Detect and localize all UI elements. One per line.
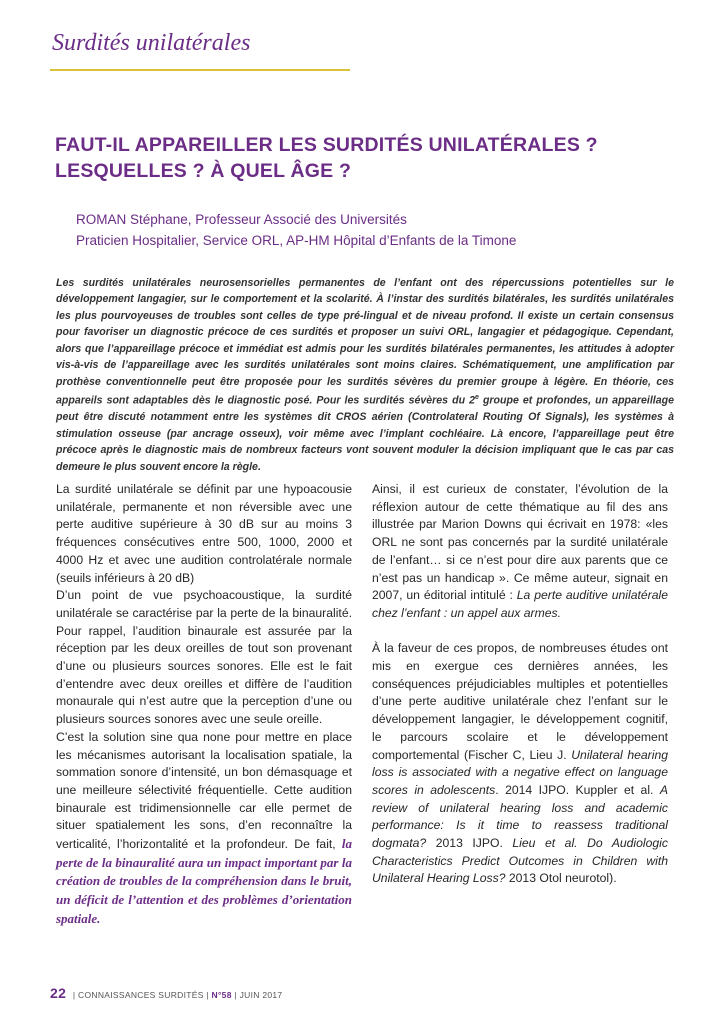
page-footer: [50, 985, 282, 1001]
right-paragraph-2: [372, 640, 668, 888]
right-paragraph-2-text-c: 2013 IJPO.: [426, 836, 513, 851]
issue-number: N°58: [211, 990, 232, 1000]
reference-title-3: Lieu et al. Do Audiologic Characteristics Predict Outcomes in Children with Unilateral Hearing Loss?: [372, 836, 668, 886]
reference-title-2: A review of unilateral hearing loss and academic performance: Is it time to reassess traditional dogmata?: [372, 782, 668, 851]
left-paragraph-3-text: C’est la solution sine qua none pour mettre en place les mécanismes autorisant la localisation spatiale, la sommation sonore d’intensité, un bon démasquage et une meilleure sélectivité fréquentielle. Cette audition binaurale est tridimensionnelle car elle permet de situer spatialement les sons, d’en reconnaître la verticalité, l’horizontalité et la profondeur. De fait,: [56, 729, 352, 852]
right-paragraph-1-text: Ainsi, il est curieux de constater, l’évolution de la réflexion autour de cette thématique au fil des ans illustrée par Marion Downs qui écrivait en 1978: «les ORL ne sont pas concernés par la surdité unilatérale de l’enfant… si ce n’est pour dire aux parents que ce n’est pas un handicap ». Ce même auteur, signait en 2007, un éditorial intitulé :: [372, 482, 668, 603]
right-column: [372, 481, 668, 888]
footer-separator: |: [72, 990, 76, 1000]
page-number: 22: [50, 985, 67, 1001]
editorial-title: La perte auditive unilatérale chez l’enfant : un appel aux armes.: [372, 588, 668, 620]
article-title: [55, 132, 675, 184]
author-block: [76, 209, 676, 251]
issue-date: JUIN 2017: [239, 990, 283, 1000]
footer-separator: |: [206, 990, 209, 1000]
author-line-1: ROMAN Stéphane, Professeur Associé des Universités: [76, 212, 407, 227]
journal-name: CONNAISSANCES SURDITÉS: [78, 990, 204, 1000]
left-paragraph-1: La surdité unilatérale se définit par une hypoacousie unilatérale, permanente et non réversible avec une perte auditive supérieure à 30 dB sur au moins 3 fréquences consécutives entre 500, 1000, 2000 et 4000 Hz et avec une audition controlatérale normale (seuils inférieurs à 20 dB): [56, 482, 352, 585]
left-paragraph-2: D’un point de vue psychoacoustique, la surdité unilatérale se caractérise par la perte de la binauralité. Pour rappel, l’audition binaurale est assurée par la réception par les deux oreilles de tout son provenant d’une ou plusieurs sources sonores. Elle est le fait d’entendre avec deux oreilles et diffère de l’audition monaurale qui n’est autre que la perception d’une ou plusieurs sources sonores avec une seule oreille.: [56, 588, 352, 727]
footer-separator: |: [234, 990, 237, 1000]
article-title-line-2: LESQUELLES ? À QUEL ÂGE ?: [55, 160, 352, 182]
section-divider: [50, 69, 350, 71]
right-paragraph-1: [372, 481, 668, 623]
abstract-part-2: groupe et profondes, un appareillage peut être discuté notamment entre les systèmes dit CROS aérien (Controlateral Routing Of Signals), les systèmes à stimulation osseuse (par ancrage osseux), voir même avec l’implant cochléaire. Là encore, l’appareillage peut être précoce après le diagnostic mais de nombreux facteurs vont souvent moduler la décision impliquant que le cas par cas demeure le plus souvent encore la règle.: [56, 394, 674, 473]
highlight-quote: la perte de la binauralité aura un impact important par la création de troubles de la compréhension dans le bruit, un déficit de l’attention et des problèmes d’orientation spatiale.: [56, 836, 352, 926]
reference-title-1: Unilateral hearing loss is associated with a negative effect on language scores in adolescents: [372, 747, 668, 797]
abstract-part-1: Les surdités unilatérales neurosensorielles permanentes de l’enfant ont des répercussions potentielles sur le développement langagier, sur le comportement et la scolarité. À l’instar des surdités bilatérales, les surdités unilatérales les plus pourvoyeuses de troubles sont celles de type pré-lingual et de niveau profond. Il existe un certain consensus pour favoriser un diagnostic précoce de ces surdités et proposer un suivi ORL, langagier et pédagogique. Cependant, alors que l’appareillage précoce et immédiat est admis pour les surdités bilatérales permanentes, les attitudes à adopter vis-à-vis de l’appareillage avec les surdités unilatérales sont moins claires. Schématiquement, une amplification par prothèse conventionnelle peut être proposée pour les surdités sévères du premier groupe à légère. En théorie, ces appareils sont adaptables dès le diagnostic posé. Pour les surdités sévères du 2: [56, 277, 674, 407]
right-paragraph-2-text-b: . 2014 IJPO. Kuppler et al.: [495, 782, 660, 797]
abstract-superscript: e: [475, 394, 479, 402]
article-title-line-1: FAUT-IL APPAREILLER LES SURDITÉS UNILATÉRALES ?: [55, 134, 598, 156]
left-paragraph-3: [56, 729, 352, 929]
section-title: Surdités unilatérales: [52, 30, 251, 56]
paragraph-gap: [372, 623, 668, 641]
right-paragraph-2-text-a: À la faveur de ces propos, de nombreuses études ont mis en exergue ces dernières années, les conséquences préjudiciables multiples et potentielles d’une perte auditive unilatérale chez l’enfant sur le développement langagier, le développement cognitif, le parcours scolaire et le développement comportemental (Fischer C, Lieu J.: [372, 641, 668, 762]
right-paragraph-2-text-d: 2013 Otol neurotol).: [505, 871, 617, 886]
left-column: [56, 481, 352, 929]
abstract: [56, 275, 674, 475]
author-line-2: Praticien Hospitalier, Service ORL, AP-HM Hôpital d’Enfants de la Timone: [76, 233, 517, 248]
